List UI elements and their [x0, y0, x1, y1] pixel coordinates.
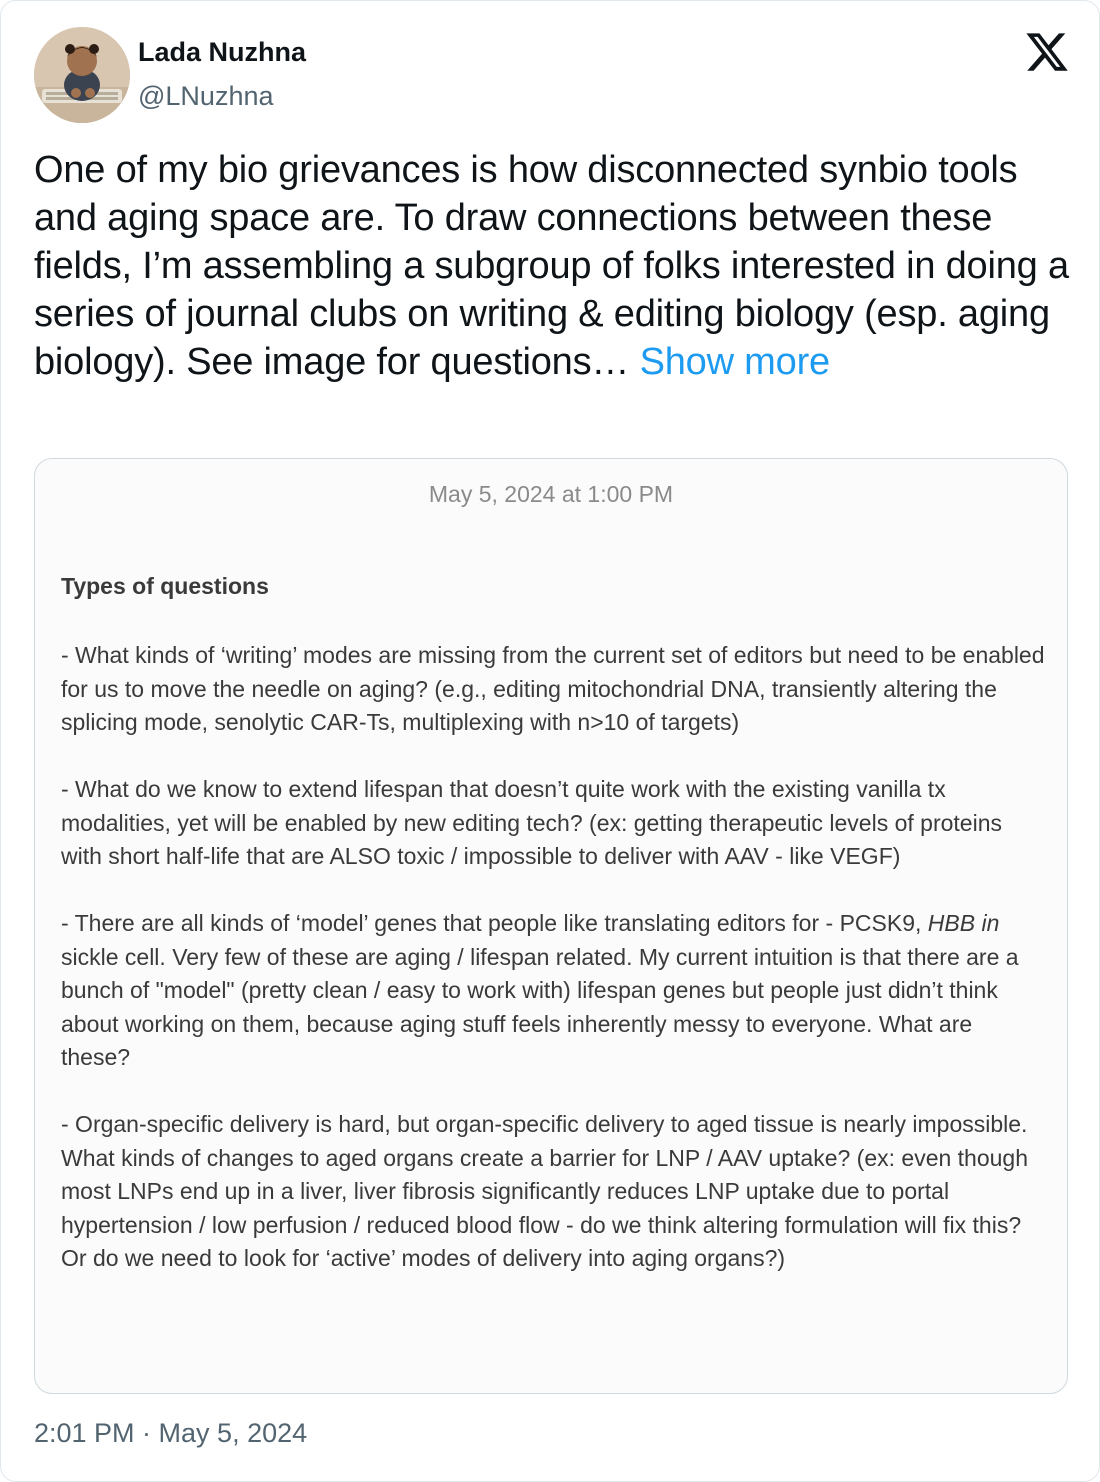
note-paragraph — [61, 907, 1046, 1075]
author-handle[interactable]: @LNuzhna — [138, 81, 274, 111]
note-text: - There are all kinds of ‘model’ genes that people like translating editors for - PCSK9, — [61, 910, 928, 936]
show-more-link[interactable]: Show more — [639, 341, 830, 383]
user-avatar-photo-icon — [34, 27, 130, 123]
x-logo-icon[interactable] — [1024, 29, 1070, 75]
note-body — [61, 639, 1046, 1309]
note-paragraph: - What do we know to extend lifespan that doesn’t quite work with the existing vanilla tx modalities, yet will be enabled by new editing tech? (ex: getting therapeutic levels of proteins with short half-life that are ALSO toxic / impossible to deliver with AAV - like VEGF) — [61, 776, 1002, 869]
note-date: May 5, 2024 at 1:00 PM — [428, 481, 674, 507]
note-paragraph: - Organ-specific delivery is hard, but organ-specific delivery to aged tissue is nearly impossible. What kinds of changes to aged organs create a barrier for LNP / AAV uptake? (ex: even though most LNPs end up in a liver, liver fibrosis significantly reduces LNP uptake due to portal hypertension / low perfusion / reduced blood flow - do we think altering formulation will fix this? Or do we need to look for ‘active’ modes of delivery into aging organs?) — [61, 1111, 1029, 1271]
note-paragraph: - What kinds of ‘writing’ modes are missing from the current set of editors but need to be enabled for us to move the needle on aging? (e.g., editing mitochondrial DNA, transiently altering the splicing mode, senolytic CAR-Ts, multiplexing with n>10 of targets) — [61, 642, 1045, 735]
note-italic-text: HBB in — [927, 910, 1000, 936]
note-heading: Types of questions — [61, 573, 269, 599]
tweet-timestamp[interactable]: 2:01 PM · May 5, 2024 — [34, 1418, 308, 1448]
tweet-text — [34, 146, 1074, 386]
avatar[interactable] — [34, 27, 130, 123]
attached-image[interactable] — [34, 458, 1068, 1394]
note-text: sickle cell. Very few of these are aging / lifespan related. My current intuition is that there are a bunch of "model" (pretty clean / easy to work with) lifespan genes but people just didn’t think about working on them, because aging stuff feels inherently messy to everyone. What are these? — [61, 943, 1019, 1070]
author-name[interactable]: Lada Nuzhna — [138, 37, 307, 67]
tweet-body: One of my bio grievances is how disconnected synbio tools and aging space are. To draw connections between these fields, I’m assembling a subgroup of folks interested in doing a series of journal clubs on writing & editing biology (esp. aging biology). See image for questions… — [34, 149, 1069, 383]
tweet-header — [34, 27, 1074, 123]
